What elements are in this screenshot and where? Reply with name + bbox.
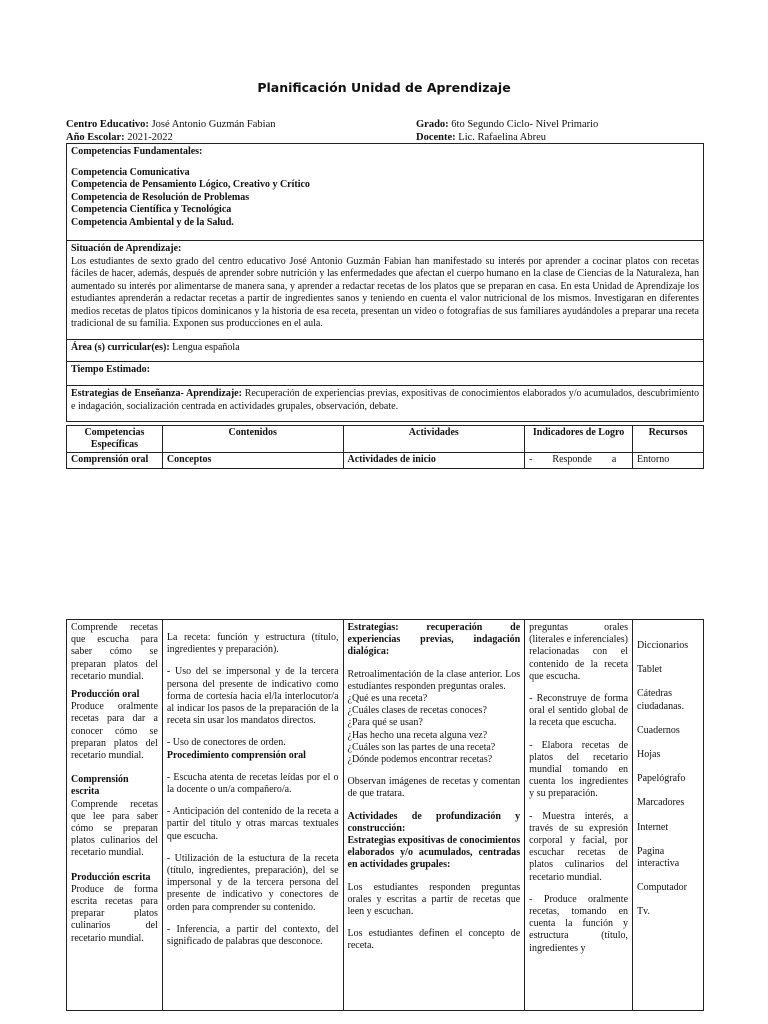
estrategias-label: Estrategias de Enseñanza- Aprendizaje: bbox=[71, 388, 242, 399]
competencia-item: Competencia Ambiental y de la Salud. bbox=[71, 216, 234, 228]
recurso-item: Cátedras ciudadanas. bbox=[637, 688, 684, 712]
actividad-paragraph: Retroalimentación de la clase anterior. Los estudiantes responden preguntas orales. bbox=[347, 668, 521, 692]
docente-label: Docente: bbox=[416, 132, 456, 143]
plan-table-header bbox=[66, 425, 704, 469]
indicador-paragraph: - Reconstruye de forma oral el sentido global de la receta que escucha. bbox=[529, 693, 629, 729]
docente-value: Lic. Rafaelina Abreu bbox=[458, 132, 547, 143]
col-header-recursos: Recursos bbox=[633, 426, 704, 453]
competencias-column bbox=[67, 620, 163, 1011]
recurso-item: Pagina interactiva bbox=[637, 845, 680, 870]
competencia-heading: Comprensión escrita bbox=[71, 774, 129, 798]
competencia-item: Competencia de Pensamiento Lógico, Creativo y Crítico bbox=[71, 179, 310, 190]
pregunta: ¿Para qué se usan? bbox=[347, 717, 423, 729]
situacion-text: Los estudiantes de sexto grado del centro educativo José Antonio Guzmán Fabian han manifestado su interés por aprender a cocinar platos con recetas fáciles de hacer, además, después de aprender sobre nutrición y las enfermedades que afectan el cuerpo humano en la clase de Ciencias de la Naturaleza, han aumentado su interés por alimentarse de manera sana, y aprender a redactar recetas de los platos que se preparan en casa. En esta Unidad de Aprendizaje los estudiantes aprenderán a redactar recetas a partir de ingredientes sanos y teniendo en cuenta el valor nutricional de los mismos. Investigaran en diferentes medios recetas de platos típicos dominicanos y la historia de esa receta, presentan un video o fotografías de sus familiares ayudándoles a preparar una receta tradicional de su familia. Exponen sus producciones en el aula. bbox=[71, 255, 699, 329]
grado-label: Grado: bbox=[416, 119, 449, 130]
recurso-item: Tv. bbox=[637, 906, 650, 918]
indicadores-column bbox=[525, 620, 633, 1011]
competencias-heading: Competencias Fundamentales: bbox=[71, 146, 203, 157]
situacion-heading: Situación de Aprendizaje: bbox=[71, 243, 182, 254]
estrategias-cell bbox=[67, 386, 704, 422]
actividad-paragraph: Los estudiantes responden preguntas orales y escritas a partir de recetas que leen y escuchan. bbox=[347, 881, 521, 918]
competencia-item: Competencia de Resolución de Problemas bbox=[71, 191, 250, 203]
col-header-actividades: Actividades bbox=[343, 426, 525, 453]
grado-value: 6to Segundo Ciclo- Nivel Primario bbox=[451, 119, 599, 130]
area-value: Lengua española bbox=[172, 342, 240, 353]
ano-value: 2021-2022 bbox=[127, 132, 173, 143]
recurso-item: Computador bbox=[637, 882, 688, 894]
situacion-aprendizaje-cell bbox=[67, 241, 704, 340]
estrategias-value: Recuperación de experiencias previas, expositivas de conocimientos elaborados y/o acumulados, descubrimiento e indagación, socialización centrada en actividades grupales, observación, debate. bbox=[71, 388, 699, 412]
row1-indicador: - Responde a bbox=[525, 453, 633, 469]
plan-table-continued bbox=[66, 619, 704, 1011]
competencia-text: Comprende recetas que escucha para saber cómo se preparan platos del recetario mundial. bbox=[71, 622, 158, 682]
contenido-paragraph: - Inferencia, a partir del contexto, del significado de palabras que desconoce. bbox=[166, 923, 339, 948]
competencia-heading: Producción escrita bbox=[71, 871, 151, 883]
contenidos-column bbox=[162, 620, 343, 1011]
indicador-paragraph: preguntas orales (literales e inferenciales) relacionadas con el contenido de la receta que escucha. bbox=[529, 622, 629, 682]
grado bbox=[416, 118, 598, 131]
document-title: Planificación Unidad de Aprendizaje bbox=[257, 80, 511, 95]
recurso-item: Tablet bbox=[637, 664, 662, 676]
contenido-paragraph: - Uso de conectores de orden. bbox=[166, 737, 286, 749]
actividad-heading: Estrategias expositivas de conocimientos elaborados y/o acumulados, centradas en actividades grupales: bbox=[347, 835, 521, 871]
area-curricular-cell bbox=[67, 340, 704, 362]
competencia-text: Comprende recetas que lee para saber cómo se preparan platos culinarios del recetario mundial. bbox=[71, 798, 158, 859]
indicador-paragraph: - Elabora recetas de platos del recetario mundial tomando en cuenta los ingredientes y su preparación. bbox=[529, 739, 629, 800]
centro-educativo bbox=[66, 118, 276, 131]
row1-contenido: Conceptos bbox=[162, 453, 343, 469]
contenido-paragraph: La receta: función y estructura (título, ingredientes y preparación). bbox=[166, 632, 339, 656]
indicador-paragraph: - Muestra interés, a través de su expresión corporal y facial, por escuchar recetas de platos culinarios del recetario mundial. bbox=[529, 810, 629, 883]
centro-label: Centro Educativo: bbox=[66, 119, 149, 130]
unit-info-table bbox=[66, 143, 704, 422]
pregunta: ¿Dónde podemos encontrar recetas? bbox=[347, 754, 493, 766]
centro-value: José Antonio Guzmán Fabian bbox=[151, 119, 276, 130]
competencia-item: Competencia Científica y Tecnológica bbox=[71, 204, 232, 215]
competencia-text: Produce oralmente recetas para dar a conocer cómo se preparan platos del recetario mundial. bbox=[71, 701, 158, 762]
actividad-paragraph: Observan imágenes de recetas y comentan de que tratara. bbox=[347, 776, 521, 800]
row1-actividad: Actividades de inicio bbox=[343, 453, 525, 469]
tiempo-label: Tiempo Estimado: bbox=[71, 364, 150, 375]
recurso-item: Internet bbox=[637, 821, 669, 833]
contenido-paragraph: - Escucha atenta de recetas leídas por el o la docente o un/a compañero/a. bbox=[166, 771, 339, 796]
recurso-item: Marcadores bbox=[637, 797, 685, 809]
recurso-item: Hojas bbox=[637, 749, 661, 761]
col-header-competencias: Competencias Específicas bbox=[67, 426, 163, 453]
competencia-heading: Producción oral bbox=[71, 689, 140, 701]
row1-competencia: Comprensión oral bbox=[67, 453, 163, 469]
contenido-heading: Procedimiento comprensión oral bbox=[166, 749, 306, 761]
contenido-paragraph: - Uso del se impersonal y de la tercera persona del presente de indicativo como forma de cortesía hacia el/la interlocutor/a al indicar los pasos de la preparación de la receta sin usar los mandatos directos. bbox=[166, 666, 339, 727]
actividad-heading: Estrategias: recuperación de experiencias previas, indagación dialógica: bbox=[347, 622, 521, 658]
ano-label: Año Escolar: bbox=[66, 132, 125, 143]
competencia-text: Produce de forma escrita recetas para preparar platos culinarios del recetario mundial. bbox=[71, 883, 158, 944]
pregunta: ¿Has hecho una receta alguna vez? bbox=[347, 729, 488, 741]
pregunta: ¿Cuáles clases de recetas conoces? bbox=[347, 705, 487, 717]
contenido-paragraph: - Utilización de la estuctura de la receta (título, ingredientes, preparación), del se impersonal y de la tercera persona del presente de indicativo y conectores de orden para comprender su contenido. bbox=[166, 852, 339, 913]
actividad-paragraph: Los estudiantes definen el concepto de receta. bbox=[347, 928, 521, 952]
recursos-column bbox=[633, 620, 704, 1011]
tiempo-estimado-cell bbox=[67, 362, 704, 386]
actividad-heading: Actividades de profundización y construcción: bbox=[347, 810, 521, 834]
competencias-fundamentales-cell bbox=[67, 144, 704, 241]
recurso-item: Cuadernos bbox=[637, 724, 680, 736]
area-label: Área (s) curricular(es): bbox=[71, 342, 170, 353]
recurso-item: Papelógrafo bbox=[637, 773, 686, 785]
contenido-paragraph: - Anticipación del contenido de la receta a partir del título y otras marcas textuales que escucha. bbox=[166, 806, 339, 842]
recurso-item: Diccionarios bbox=[637, 640, 689, 651]
col-header-contenidos: Contenidos bbox=[162, 426, 343, 453]
row1-recurso: Entorno bbox=[633, 453, 704, 469]
competencia-item: Competencia Comunicativa bbox=[71, 166, 190, 178]
col-header-indicadores: Indicadores de Logro bbox=[525, 426, 633, 453]
pregunta: ¿Qué es una receta? bbox=[347, 693, 428, 705]
actividades-column bbox=[343, 620, 525, 1011]
pregunta: ¿Cuáles son las partes de una receta? bbox=[347, 741, 496, 753]
indicador-paragraph: - Produce oralmente recetas, tomando en cuenta la función y estructura (título, ingredientes y bbox=[529, 893, 629, 954]
